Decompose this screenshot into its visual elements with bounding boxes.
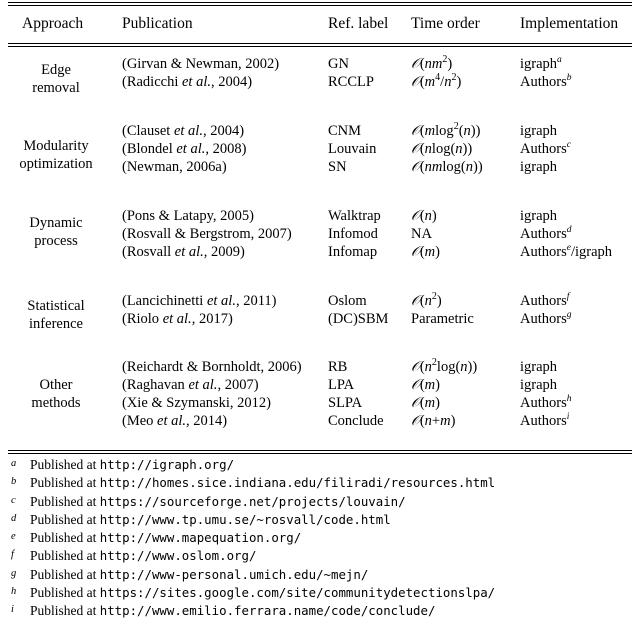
- cell-implementation: igraph: [520, 159, 558, 175]
- cell-implementation: Authors$^b$: [520, 73, 572, 90]
- table-header-row: [0, 14, 640, 38]
- group-label-line: Edge: [41, 62, 71, 78]
- cell-ref-label: Walktrap: [328, 208, 381, 224]
- group-label-line: removal: [32, 79, 80, 96]
- table-row: [0, 243, 640, 261]
- footnote-marker: f: [11, 549, 14, 561]
- cell-ref-label: SLPA: [328, 395, 363, 411]
- group-label-line: optimization: [19, 155, 93, 172]
- table-row: [0, 412, 640, 430]
- cell-ref-label: Conclude: [328, 413, 384, 429]
- footnote-marker: e: [11, 531, 16, 543]
- column-header-ref-label: Ref. label: [328, 15, 389, 32]
- cell-time-order: $𝒪(n^2\log(n))$: [411, 357, 478, 375]
- cell-ref-label: CNM: [328, 123, 362, 139]
- cell-time-order: 𝒪(mlog$^2$(n)): [411, 121, 481, 139]
- table-row: [0, 225, 640, 243]
- footnote-url[interactable]: http://www.tp.umu.se/~rosvall/code.html: [99, 511, 391, 527]
- table-row: [0, 292, 640, 310]
- group-label-line: Modularity: [23, 138, 89, 154]
- group-label-line: methods: [31, 394, 81, 411]
- table-row: [0, 394, 640, 412]
- footnote-text: Published at https://sourceforge.net/projects/louvain/: [30, 493, 406, 509]
- column-header-approach: Approach: [22, 15, 84, 32]
- footnote-marker: a: [11, 458, 17, 469]
- footnote-item: [8, 566, 632, 584]
- table-header-rule: [8, 43, 632, 47]
- cell-publication: (Rosvall & Bergstrom, 2007): [122, 226, 292, 242]
- footnote-url[interactable]: http://www.mapequation.org/: [99, 530, 302, 546]
- cell-implementation: Authors$^i$: [520, 412, 570, 429]
- footnote-text: Published at http://www.oslom.org/: [30, 548, 257, 564]
- footnote-item: [8, 529, 632, 547]
- cell-ref-label: RCCLP: [328, 74, 374, 90]
- cell-time-order: 𝒪(n): [411, 208, 437, 224]
- cell-time-order: 𝒪(nmlog(n)): [411, 159, 483, 175]
- footnote-url[interactable]: http://www.emilio.ferrara.name/code/conclude/: [99, 603, 436, 619]
- cell-publication: (Clauset et al., 2004): [122, 123, 245, 139]
- footnote-text: Published at http://www.emilio.ferrara.name/code/conclude/: [30, 603, 436, 619]
- cell-time-order: 𝒪(m): [411, 395, 440, 411]
- cell-time-order: $𝒪(m^4/n^2)$: [411, 72, 462, 90]
- cell-time-order: 𝒪(m): [411, 244, 440, 260]
- footnote-marker: b: [11, 476, 17, 488]
- group-label-line: process: [34, 232, 78, 249]
- column-header-publication: Publication: [122, 15, 193, 32]
- footnote-text: Published at https://sites.google.com/site/communitydetectionslpa/: [30, 585, 496, 601]
- cell-ref-label: RB: [328, 359, 348, 375]
- cell-implementation: igraph$^a$: [520, 55, 562, 72]
- table-row: [0, 55, 640, 73]
- cell-publication: (Girvan & Newman, 2002): [122, 56, 280, 72]
- cell-time-order: NA: [411, 226, 432, 242]
- cell-time-order: 𝒪(nlog(n)): [411, 141, 473, 157]
- cell-publication: (Raghavan et al., 2007): [122, 377, 259, 393]
- footnote-item: [8, 493, 632, 511]
- cell-implementation: igraph: [520, 208, 558, 224]
- footnote-url[interactable]: http://igraph.org/: [99, 457, 235, 472]
- cell-publication: (Pons & Latapy, 2005): [122, 208, 254, 224]
- table-row: [0, 376, 640, 394]
- cell-publication: (Newman, 2006a): [122, 159, 227, 175]
- cell-time-order: $𝒪(nm^2)$: [411, 54, 453, 72]
- footnote-item: [8, 511, 632, 529]
- footnote-marker: g: [11, 567, 17, 579]
- cell-publication: (Radicchi et al., 2004): [122, 74, 253, 90]
- table-row: [0, 310, 640, 328]
- cell-implementation: Authors$^g$: [520, 310, 572, 327]
- cell-ref-label: GN: [328, 56, 349, 72]
- cell-ref-label: SN: [328, 159, 347, 175]
- footnote-text: Published at http://homes.sice.indiana.edu/filiradi/resources.html: [30, 475, 496, 491]
- footnote-text: Published at http://igraph.org/: [30, 457, 235, 472]
- cell-ref-label: Oslom: [328, 293, 367, 309]
- table-bottom-rule: [8, 450, 632, 454]
- table-row: [0, 207, 640, 225]
- cell-publication: (Riolo et al., 2017): [122, 311, 233, 327]
- footnote-url[interactable]: http://homes.sice.indiana.edu/filiradi/resources.html: [99, 475, 496, 491]
- cell-implementation: igraph: [520, 123, 558, 139]
- footnote-item: [8, 584, 632, 602]
- footnote-url[interactable]: https://sourceforge.net/projects/louvain/: [99, 493, 406, 509]
- cell-publication: (Xie & Szymanski, 2012): [122, 395, 272, 411]
- cell-publication: (Blondel et al., 2008): [122, 141, 247, 157]
- group-label-line: Dynamic: [29, 215, 83, 231]
- footnote-item: [8, 474, 632, 492]
- footnote-url[interactable]: https://sites.google.com/site/communitydetectionslpa/: [99, 585, 496, 601]
- table-row: [0, 122, 640, 140]
- cell-implementation: Authors$^h$: [520, 394, 572, 411]
- footnote-item: [8, 602, 632, 620]
- footnote-url[interactable]: http://www-personal.umich.edu/~mejn/: [99, 566, 369, 582]
- table-top-rule: [8, 2, 632, 6]
- group-label-line: Other: [39, 377, 73, 393]
- cell-publication: (Rosvall et al., 2009): [122, 244, 245, 260]
- cell-implementation: Authors$^f$: [520, 292, 570, 309]
- cell-ref-label: Infomod: [328, 226, 378, 242]
- table-row: [0, 358, 640, 376]
- footnote-text: Published at http://www.tp.umu.se/~rosvall/code.html: [30, 511, 391, 527]
- cell-ref-label: LPA: [328, 377, 355, 393]
- cell-publication: (Lancichinetti et al., 2011): [122, 293, 277, 309]
- group-label-line: Statistical: [27, 298, 85, 314]
- footnote-item: [8, 456, 632, 474]
- table-row: [0, 155, 640, 176]
- cell-implementation: Authors$^e$/igraph: [520, 243, 613, 260]
- footnote-item: [8, 547, 632, 565]
- footnote-marker: c: [11, 494, 16, 506]
- cell-ref-label: (DC)SBM: [328, 311, 389, 327]
- cell-implementation: igraph: [520, 359, 558, 375]
- cell-implementation: Authors$^d$: [520, 225, 572, 242]
- cell-time-order: 𝒪(n+m): [411, 413, 456, 429]
- footnote-text: Published at http://www.mapequation.org/: [30, 530, 302, 546]
- footnote-marker: d: [11, 512, 17, 524]
- cell-time-order: Parametric: [411, 311, 474, 327]
- cell-ref-label: Infomap: [328, 244, 378, 260]
- table-row: [0, 140, 640, 158]
- footnote-marker: h: [11, 586, 17, 598]
- cell-time-order: 𝒪(m): [411, 377, 440, 393]
- table-row: [0, 73, 640, 91]
- table-footnotes: [8, 456, 632, 621]
- footnote-url[interactable]: http://www.oslom.org/: [99, 548, 257, 564]
- cell-ref-label: Louvain: [328, 141, 377, 157]
- cell-publication: (Reichardt & Bornholdt, 2006): [122, 359, 302, 375]
- column-header-implementation: Implementation: [520, 15, 619, 32]
- group-label-line: inference: [29, 315, 83, 332]
- cell-time-order: $𝒪(n^2)$: [411, 291, 442, 309]
- cell-implementation: igraph: [520, 377, 558, 393]
- cell-implementation: Authors$^c$: [520, 140, 571, 157]
- column-header-time-order: Time order: [411, 15, 480, 32]
- cell-publication: (Meo et al., 2014): [122, 413, 228, 429]
- footnote-marker: i: [11, 604, 14, 616]
- footnote-text: Published at http://www-personal.umich.edu/~mejn/: [30, 566, 369, 582]
